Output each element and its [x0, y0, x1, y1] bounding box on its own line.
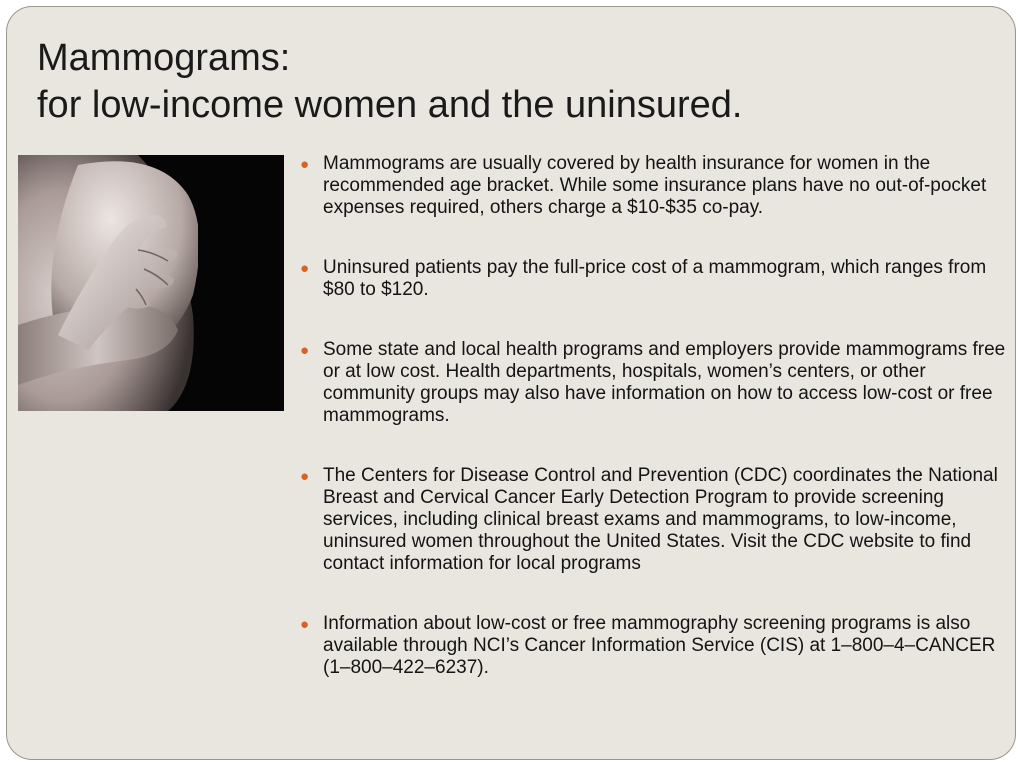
bullet-list: [299, 153, 1009, 717]
bullet-item: [299, 613, 1009, 679]
woman-shoulder-photo: [18, 155, 284, 411]
bullet-item: [299, 257, 1009, 301]
bullet-text: The Centers for Disease Control and Prevention (CDC) coordinates the National Breast and Cervical Cancer Early Detection Program to provide screening services, including clinical breast exams and mammograms, to low-income, uninsured women throughout the United States. Visit the CDC website to find contact information for local programs: [323, 465, 998, 574]
bullet-dot-icon: ●: [300, 156, 310, 173]
bullet-dot-icon: ●: [300, 616, 310, 633]
bullet-dot-icon: ●: [300, 342, 310, 359]
title-line-2: for low-income women and the uninsured.: [37, 84, 743, 126]
bullet-item: [299, 153, 1009, 219]
slide: [6, 6, 1016, 760]
title-line-1: Mammograms:: [37, 37, 291, 79]
bullet-text: Information about low-cost or free mammography screening programs is also available through NCI’s Cancer Information Service (CIS) at 1–800–4–CANCER (1–800–422–6237).: [323, 613, 996, 678]
bullet-text: Some state and local health programs and employers provide mammograms free or at low cost. Health departments, hospitals, women’s centers, or other community groups may also have information on how to access low-cost or free mammograms.: [323, 339, 1006, 426]
bullet-item: [299, 465, 1009, 575]
bullet-item: [299, 339, 1009, 427]
bullet-dot-icon: ●: [300, 260, 310, 277]
slide-title: [37, 35, 743, 129]
bullet-text: Uninsured patients pay the full-price cost of a mammogram, which ranges from $80 to $120.: [323, 257, 987, 300]
bullet-dot-icon: ●: [300, 468, 310, 485]
bullet-text: Mammograms are usually covered by health insurance for women in the recommended age bracket. While some insurance plans have no out-of-pocket expenses required, others charge a $10-$35 co-pay.: [323, 153, 987, 218]
